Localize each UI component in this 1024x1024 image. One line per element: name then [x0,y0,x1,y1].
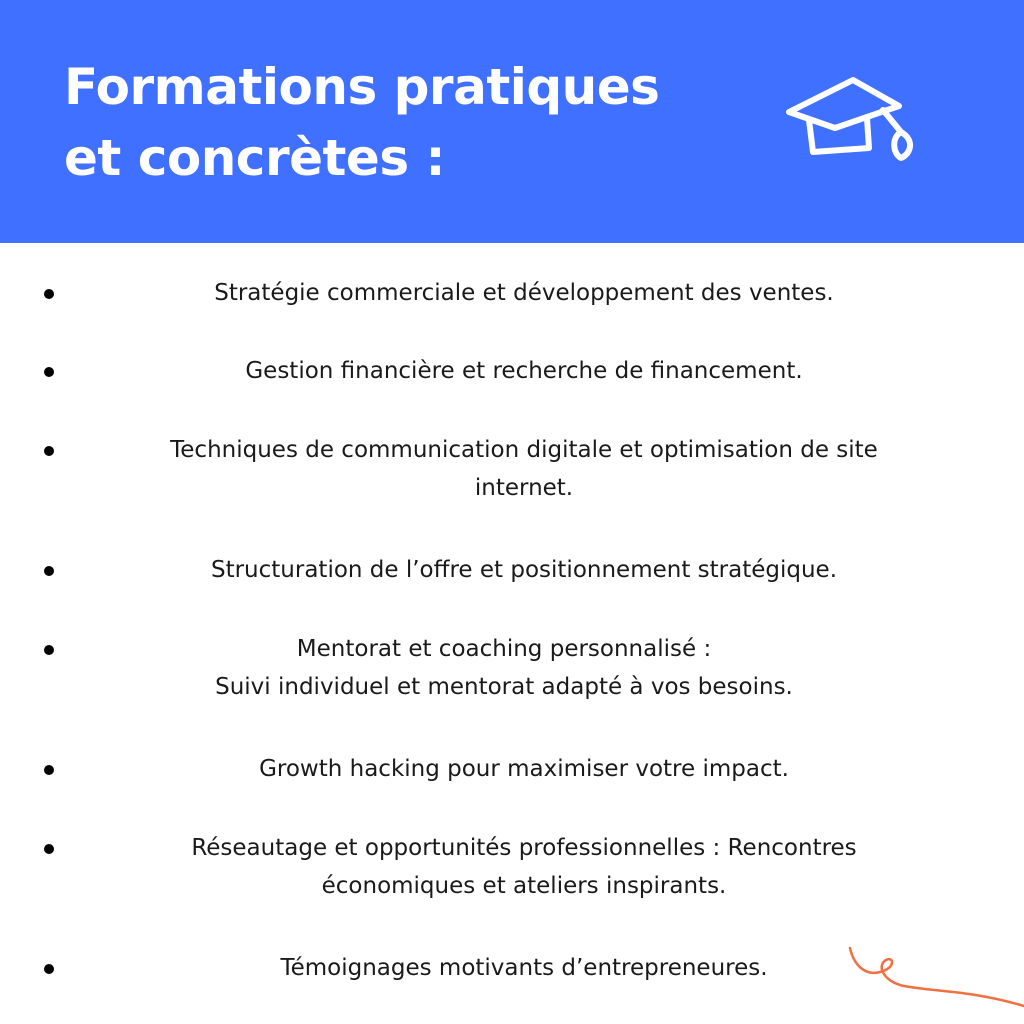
list-item-text [75,630,933,706]
title-line-1: Formations pratiques [64,58,660,116]
bullet-dot [44,289,54,299]
list-item-text [95,431,953,507]
list-item-line: Techniques de communication digitale et optimisation de site [170,437,878,463]
decorative-squiggle [840,940,1024,1024]
bullet-dot [44,446,54,456]
list-item-text [95,352,953,390]
list-item-line: Gestion financière et recherche de financement. [245,358,803,384]
title-line-2: et concrètes : [64,129,445,187]
list-item-line: Growth hacking pour maximiser votre impact. [259,756,789,782]
list-item-line: internet. [474,475,574,501]
list-item-text [95,551,953,589]
list-item-line: Suivi individuel et mentorat adapté à vos besoins. [215,674,793,700]
bullet-dot [44,844,54,854]
list-item-text [95,274,953,312]
bullet-dot [44,964,54,974]
list-item-text [95,829,953,905]
list-item-line: Témoignages motivants d’entrepreneures. [280,955,768,981]
bullet-dot [44,645,54,655]
header-banner [0,0,1024,243]
list-item-line: Structuration de l’offre et positionnement stratégique. [210,557,838,583]
bullet-dot [44,566,54,576]
list-item-text [95,750,953,788]
bullet-dot [44,765,54,775]
graduation-cap-icon [783,74,923,170]
list-item-line: économiques et ateliers inspirants. [321,873,727,899]
page-title [64,52,659,194]
list-item-line: Réseautage et opportunités professionnelles : Rencontres [191,835,857,861]
bullet-dot [44,367,54,377]
list-item-line: Stratégie commerciale et développement des ventes. [214,280,834,306]
list-item-line: Mentorat et coaching personnalisé : [296,636,712,662]
list-item-text [95,949,953,987]
